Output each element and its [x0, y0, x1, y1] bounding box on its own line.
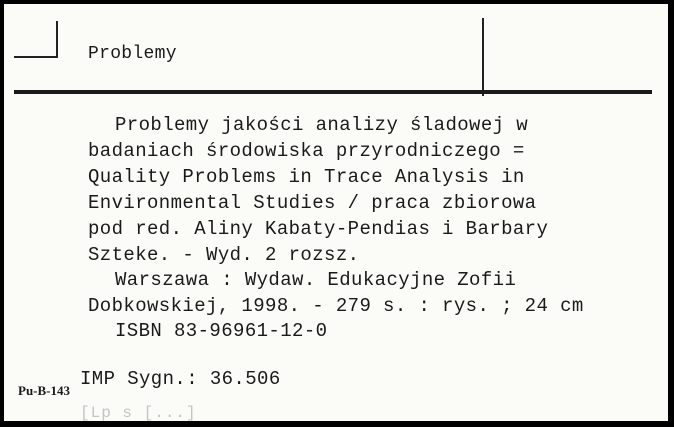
title-line-1: Problemy jakości analizy śladowej w — [115, 114, 529, 136]
corner-mark-horizontal — [14, 56, 58, 58]
isbn-line: ISBN 83-96961-12-0 — [115, 320, 328, 342]
edition-line: Szteke. - Wyd. 2 rozsz. — [88, 244, 360, 266]
publisher-line-2: Dobkowskiej, 1998. - 279 s. : rys. ; 24 cm — [88, 295, 584, 317]
title-line-4: Environmental Studies / praca zbiorowa — [88, 192, 537, 214]
faint-annotation: [Lp s [...] — [80, 404, 197, 422]
heading-rule — [14, 90, 652, 94]
title-line-2: badaniach środowiska przyrodniczego = — [88, 140, 525, 162]
title-line-5: pod red. Aliny Kabaty-Pendias i Barbary — [88, 218, 549, 240]
card-heading: Problemy — [88, 44, 177, 64]
title-line-3: Quality Problems in Trace Analysis in — [88, 166, 525, 188]
shelf-signature: IMP Sygn.: 36.506 — [80, 368, 281, 390]
catalog-card — [4, 4, 668, 421]
heading-divider — [482, 18, 484, 96]
corner-mark-vertical — [56, 21, 58, 58]
library-stamp: Pu-B-143 — [18, 383, 70, 398]
publisher-line-1: Warszawa : Wydaw. Edukacyjne Zofii — [115, 269, 517, 291]
